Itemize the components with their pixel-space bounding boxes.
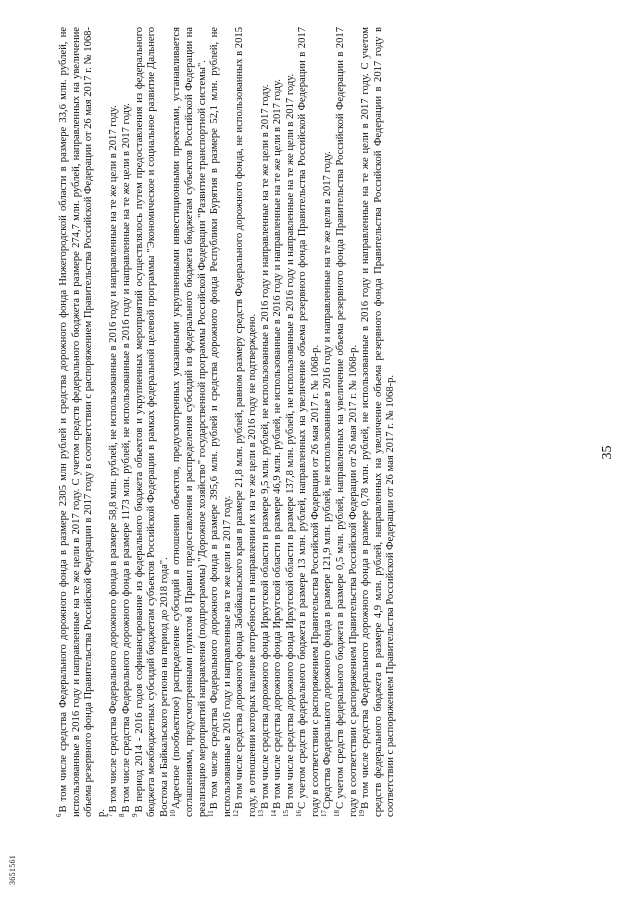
footnote-number: 17 [319, 810, 328, 817]
footnote [168, 27, 209, 817]
footnote-text: С учетом средств федерального бюджета в размере 0,5 млн. рублей, направленных на увеличение объема резервного фонда Правительства Российской Федерации в 2017 году в соответствии с распоряжением Правительства Российской Федерации от 26 мая 2017 г. № 1068-р. [335, 27, 359, 817]
footnote-text: В том числе средства Федерального дорожного фонда в размере 395,6 млн. рублей и средства дорожного фонда Республики Бурятия в размере 52,1 млн. рублей, не использованные в 2016 году и направленные на те же цели в 2017 году. [209, 27, 233, 817]
footnote [256, 27, 273, 817]
footnote [131, 27, 172, 817]
footnote-text: В том числе средства Федерального дорожного фонда в размере 58,8 млн. рублей, не использованные в 2016 году и направленные на те же цели в 2017 году. [108, 105, 120, 813]
footnote-text: Адресное (пообъектное) распределение субсидий в отношении объектов, предусмотренных указанными укрупненными инвестиционными проектами, устанавливается соглашениями, предусмотренными пунктом 8 Правил предоставления и распределения субсидий из федерального бюджета бюджетам субъектов Российской Федерации на реализацию мероприятий направления (подпрограммы) "Дорожное хозяйство" государственной программы Российской Федерации "Развитие транспортной системы". [171, 27, 208, 817]
footnote-number: 7 [105, 813, 114, 817]
footnote-number: 8 [118, 813, 127, 817]
footnote [118, 27, 134, 817]
footnote-text: Средства Федерального дорожного фонда в размере 121,9 млн. рублей, не использованные в 2016 году и направленные на те же цели в 2017 году. [322, 151, 334, 809]
footnote [105, 27, 121, 817]
footnote [206, 27, 234, 817]
footnote-text: В том числе средства дорожного фонда Иркутской области в размере 137,8 млн. рублей, не использованные в 2016 году и направленные на те же цели в 2017 году. [284, 73, 296, 809]
footnote-number: 15 [282, 810, 291, 817]
footnote-number: 19 [357, 810, 366, 817]
footnotes-list [55, 27, 398, 817]
footnote-text: В том числе средства дорожного фонда Иркутской области в размере 46,9 млн. рублей, не использованные в 2016 году и направленные на те же цели в 2017 году. [272, 79, 284, 809]
footnote-number: 18 [332, 810, 341, 817]
footnote [319, 27, 335, 817]
footnote-text: В том числе средства Федерального дорожного фонда в размере 2305 млн рублей и средства дорожного фонда Нижегородской области в размере 33,6 млн. рублей, не использованные в 2016 году и направленные на те же цели в 2017 году. С учетом средств федерального бюджета в размере 274,7 млн. рублей, направленных на увеличение объема резервного фонда Правительства Российской Федерации в 2017 году в соответствии с распоряжением Правительства Российской Федерации от 26 мая 2017 г. № 1068-р. [58, 27, 107, 817]
footnote-number: 9 [131, 813, 140, 817]
page-number: 35 [600, 445, 615, 460]
footnote [269, 27, 285, 817]
footnote-number: 16 [294, 810, 303, 817]
footnote-number: 12 [231, 810, 240, 817]
footnote-text: С учетом средств федерального бюджета в размере 13 млн. рублей, направленных на увеличение объема резервного фонда Правительства Российской Федерации в 2017 году в соответствии с распоряжением Правительства Российской Федерации от 26 мая 2017 г. № 1068-р. [297, 27, 321, 817]
footnote [332, 27, 360, 817]
footnote-number: 6 [55, 813, 64, 817]
footnote-text: В том числе средства дорожного фонда Забайкальского края в размере 21,8 млн. рублей, равном размеру средств Федерального дорожного фонда, не использованных в 2015 году, в отношении которых наличие потребности в направлении их на те же цели в 2016 году не подтверждено. [234, 27, 258, 817]
footnote-number: 11 [206, 810, 215, 817]
footnote [55, 27, 108, 817]
footnote-number: 10 [168, 810, 177, 817]
footnote-text: В период 2014 - 2016 годов софинансирование из федерального бюджета объектов и укрупненных мероприятий осуществлялось путем предоставления из федерального бюджета межбюджетных субсидий бюджетам субъектов Российской Федерации в рамках федеральной целевой программы "Экономическое и социальное развитие Дальнего Востока и Байкальского региона на период до 2018 года". [133, 27, 170, 817]
footnote-text: В том числе средства Федерального дорожного фонда в размере 0,78 млн. рублей, не использованные в 2016 году и направленные на те же цели в 2017 году. С учетом средств федерального бюджета в размере 4,9 млн. рублей, направленных на увеличение объема резервного фонда Правительства Российской Федерации в 2017 году в соответствии с распоряжением Правительства Российской Федерации от 26 мая 2017 г. № 1068-р. [360, 27, 397, 817]
footnote-text: В том числе средства Федерального дорожного фонда в размере 1173 млн. рублей, не использованные в 2016 году и направленные на те же цели в 2017 году. [120, 103, 132, 813]
footnote-number: 14 [269, 810, 278, 817]
footnote [357, 27, 398, 817]
footnote-text: В том числе средства дорожного фонда Иркутской области в размере 9,5 млн. рублей, не использованные в 2016 году и направленные на те же цели в 2017 году. [259, 84, 271, 809]
footnote [231, 27, 259, 817]
footnote [282, 27, 298, 817]
document-code: 3651561 [8, 854, 17, 885]
footnote-number: 13 [256, 810, 265, 817]
footnote [294, 27, 322, 817]
